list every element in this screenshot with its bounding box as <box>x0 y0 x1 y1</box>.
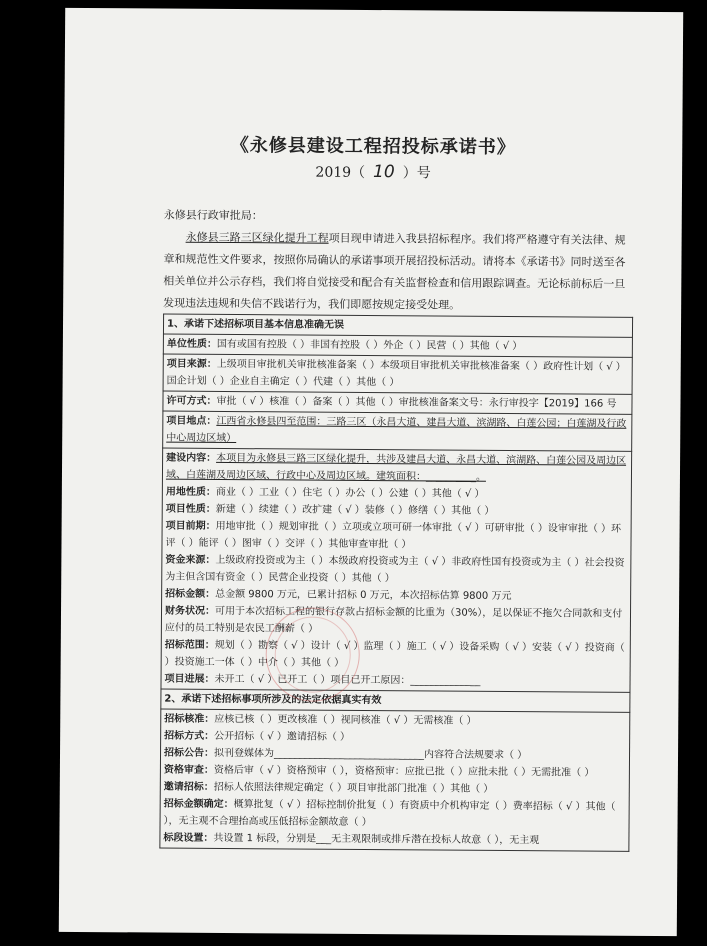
document-number <box>64 160 682 184</box>
info-form <box>159 314 633 852</box>
form-row: 项目来源：上级项目审批机关审批核准备案（ ）本级项目审批机关审批核准备案（ ）政府性计划（ √ ）国企计划（ ）企业自主确定（ ）代建（ ）其他（ ） <box>163 354 632 394</box>
document-title: 《永修县建设工程招投标承诺书》 <box>230 135 516 159</box>
form-row: 项目地点：江西省永修县四至范围：三路三区（永昌大道、建昌大道、滨湖路、白莲公园；白莲湖及行政中心周边区域） <box>163 411 632 451</box>
form-row: 建设内容：本项目为永修县三路三区绿化提升，共涉及建昌大道、永昌大道、滨湖路、白莲公园及周边区域、白莲湖及周边区域、行政中心及周边区域。建筑面积：__________。 用地性质：商业（ ）工业（ ）住宅（ ）办公（ ）公建（ ）其他（ √ ） 项目性质：新建（ ）续建（ ）改扩建（ √ ）装修（ ）修缮（ ）其他（ ） 项目前期：用地审批（ ）规划审批（ ）立项或立项可研一体审批（ √ ）可研审批（ ）设审审批（ ）环评（ ）能评（ ）图审（ ）交评（ ）其他审查审批（ ） 资金来源：上级政府投资或为主（ ）本级政府投资或为主（ √ ）非政府性国有投资或为主（ ）社会投资为主但含国有资金（ ）民营企业投资（ ）其他（ ） 招标金额：总金额 9800 万元，已累计招标 0 万元，本次招标估算 9800 万元 财务状况：可用于本次招标工程的银行存款占招标金额的比重为（30%），足以保证不拖欠合同款和支付应付的员工特别是农民工酬薪（ ） 招标范围：规划（ ）勘察（ √ ）设计（ √ ）监理（ ）施工（ √ ）设备采购（ √ ）安装（ √ ）投资商（ ）投资施工一体（ ）中介（ ）其他（ ） 项目进展：未开工（ √ ）已开工（ ）项目已开工原因：______________ <box>161 448 632 692</box>
form-row: 招标核准：应核已核（ ）更改核准（ ）视同核准（ √ ）无需核准（ ） 招标方式：公开招标（ √ ）邀请招标（ ） 招标公告：拟刊登媒体为______________________________内容符合法规要求（ ） 资格审查：资格后审（ √ ）资格预审（ ），资格预审：应批已批（ ）应批未批（ ）无需批准（ ） 邀请招标：招标人依照法律规定确定（ ）项目审批部门批准（ ）其他（ ） 招标金额确定：概算批复（ √ ）招标控制价批复（ ）有资质中介机构审定（ ）费率招标（ √ ）其他（ ），无主观不合理抬高或压低招标金额故意（ ） 标段设置：共设置 1 标段，分别是___无主观限制或排斥潜在投标人故意（ ），无主观 <box>160 709 630 851</box>
addressee: 永修县行政审批局： <box>163 208 263 223</box>
paragraph-text: 项目现申请进入我县招标程序。我们将严格遵守有关法律、规章和规范性文件要求，按照你局确认的承诺事项开展招投标活动。请将本《承诺书》同时送至各相关单位并公示存档，我们将自觉接受和配合有关监督检查和信用跟踪调查。无论标前标后一旦发现违法违规和失信不践诺行为，我们即愿按规定接受处理。 <box>163 231 626 312</box>
project-name: 永修县三路三区绿化提升工程 <box>185 230 329 245</box>
paper-sheet <box>59 8 683 936</box>
commitment-paragraph <box>163 227 634 318</box>
doc-number-suffix: ）号 <box>402 165 431 182</box>
form-row: 单位性质：国有或国有控股（ ）非国有控股（ ）外企（ ）民营（ ）其他（ √ ） <box>163 334 632 357</box>
section-1-header: 1、承诺下述招标项目基本信息准确无误 <box>163 314 632 337</box>
doc-number-prefix: 2019（ <box>315 164 366 181</box>
form-row: 许可方式：审批（ √ ）核准（ ）备案（ ）其他（ ）审批核准备案文号：永行审投字【2019】166 号 <box>163 391 632 414</box>
section-2-header: 2、承诺下述招标事项所涉及的法定依据真实有效 <box>161 689 630 712</box>
faint-seal-stamp-inner <box>274 616 351 693</box>
doc-number-handwritten: 10 <box>373 162 395 183</box>
